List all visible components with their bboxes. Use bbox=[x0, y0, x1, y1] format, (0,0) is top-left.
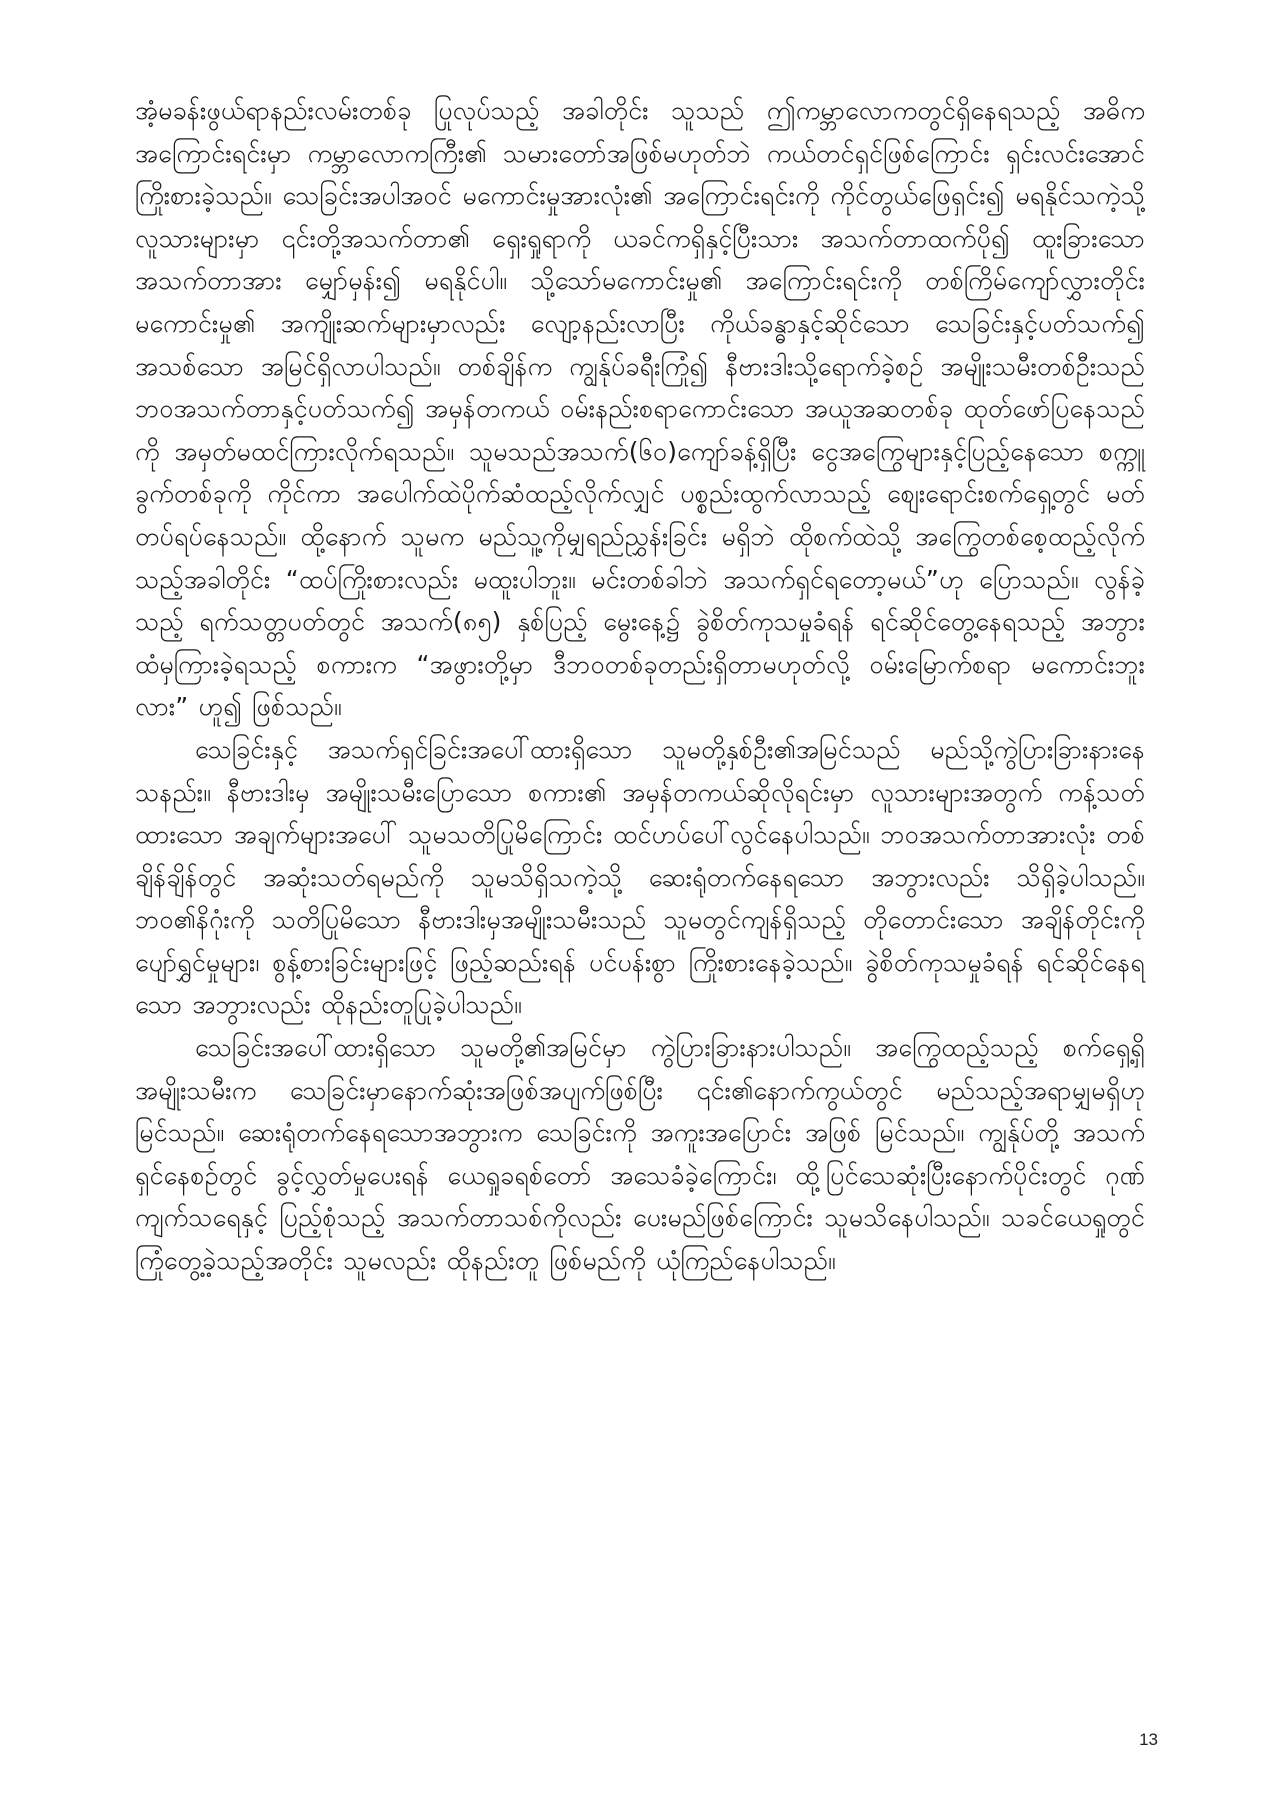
paragraph-2: သေခြင်းနှင့် အသက်ရှင်ခြင်းအပေါ်ထားရှိသော သူမတို့နှစ်ဦး၏အမြင်သည် မည်သို့ကွဲပြားခြားနားနေသနည်း။ နီဗားဒါးမှ အမျိုးသမီးပြောသော စကား၏ အမှန်တကယ်ဆိုလိုရင်းမှာ လူသားများအတွက် ကန့်သတ်ထားသော အချက်များအပေါ် သူမသတိပြုမိကြောင်း ထင်ဟပ်ပေါ်လွင်နေပါသည်။ ဘဝအသက်တာအားလုံး တစ်ချိန်ချိန်တွင် အဆုံးသတ်ရမည်ကို သူမသိရှိသကဲ့သို့ ဆေးရုံတက်နေရသော အဘွားလည်း သိရှိခဲ့ပါသည်။ ဘဝ၏နိဂုံးကို သတိပြုမိသော နီဗားဒါးမှအမျိုးသမီးသည် သူမတွင်ကျန်ရှိသည့် တိုတောင်းသော အချိန်တိုင်းကို ပျော်ရွှင်မှုများ၊ စွန့်စားခြင်းများဖြင့် ဖြည့်ဆည်းရန် ပင်ပန်းစွာ ကြိုးစားနေခဲ့သည်။ ခွဲစိတ်ကုသမှုခံရန် ရင်ဆိုင်နေရသော အဘွားလည်း ထိုနည်းတူပြုခဲ့ပါသည်။ bbox=[135, 734, 1145, 1020]
paragraph-1: အံ့မခန်းဖွယ်ရာနည်းလမ်းတစ်ခု ပြုလုပ်သည့် အခါတိုင်း သူသည် ဤကမ္ဘာလောကတွင်ရှိနေရသည့် အဓိကအကြောင်းရင်းမှာ ကမ္ဘာလောကကြီး၏ သမားတော်အဖြစ်မဟုတ်ဘဲ ကယ်တင်ရှင်ဖြစ်ကြောင်း ရှင်းလင်းအောင် ကြိုးစားခဲ့သည်။ သေခြင်းအပါအဝင် မကောင်းမှုအားလုံး၏ အကြောင်းရင်းကို ကိုင်တွယ်ဖြေရှင်း၍ မရနိုင်သကဲ့သို့ လူသားများမှာ ၎င်းတို့အသက်တာ၏ ရှေးရှုရာကို ယခင်ကရှိနှင့်ပြီးသား အသက်တာထက်ပို၍ ထူးခြားသောအသက်တာအား မျှော်မှန်း၍ မရနိုင်ပါ။ သို့သော်မကောင်းမှု၏ အကြောင်းရင်းကို တစ်ကြိမ်ကျော်လွှားတိုင်း မကောင်းမှု၏ အကျိုးဆက်များမှာလည်း လျော့နည်းလာပြီး ကိုယ်ခန္ဓာနှင့်ဆိုင်သော သေခြင်းနှင့်ပတ်သက်၍ အသစ်သော အမြင်ရှိလာပါသည်။ တစ်ချိန်က ကျွန်ုပ်ခရီးကြုံ၍ နီဗားဒါးသို့ရောက်ခဲ့စဉ် အမျိုးသမီးတစ်ဦးသည် ဘဝအသက်တာနှင့်ပတ်သက်၍ အမှန်တကယ် ဝမ်းနည်းစရာကောင်းသော အယူအဆတစ်ခု ထုတ်ဖော်ပြနေသည်ကို အမှတ်မထင်ကြားလိုက်ရသည်။ သူမသည်အသက်(၆၀)ကျော်ခန့်ရှိပြီး ငွေအကြွေများနှင့်ပြည့်နေသော စက္ကူခွက်တစ်ခုကို ကိုင်ကာ အပေါက်ထဲပိုက်ဆံထည့်လိုက်လျှင် ပစ္စည်းထွက်လာသည့် စျေးရောင်းစက်ရှေ့တွင် မတ်တပ်ရပ်နေသည်။ ထို့နောက် သူမက မည်သူ့ကိုမျှရည်ညွှန်းခြင်း မရှိဘဲ ထိုစက်ထဲသို့ အကြွေတစ်စေ့ထည့်လိုက်သည့်အခါတိုင်း “ထပ်ကြိုးစားလည်း မထူးပါဘူး။ မင်းတစ်ခါဘဲ အသက်ရှင်ရတော့မယ်”ဟု ပြောသည်။ လွန်ခဲ့သည့် ရက်သတ္တပတ်တွင် အသက်(၈၅) နှစ်ပြည့် မွေးနေ့၌ ခွဲစိတ်ကုသမှုခံရန် ရင်ဆိုင်တွေ့နေရသည့် အဘွားထံမှကြားခဲ့ရသည့် စကားက “အဖွားတို့မှာ ဒီဘဝတစ်ခုတည်းရှိတာမဟုတ်လို့ ဝမ်းမြောက်စရာ မကောင်းဘူးလား” ဟူ၍ ဖြစ်သည်။ bbox=[135, 96, 1145, 722]
paragraph-3: သေခြင်းအပေါ်ထားရှိသော သူမတို့၏အမြင်မှာ ကွဲပြားခြားနားပါသည်။ အကြွေထည့်သည့် စက်ရှေ့ရှိ အမျိုးသမီးက သေခြင်းမှာနောက်ဆုံးအဖြစ်အပျက်ဖြစ်ပြီး ၎င်း၏နောက်ကွယ်တွင် မည်သည့်အရာမျှမရှိဟု မြင်သည်။ ဆေးရုံတက်နေရသောအဘွားက သေခြင်းကို အကူးအပြောင်း အဖြစ် မြင်သည်။ ကျွန်ုပ်တို့ အသက်ရှင်နေစဉ်တွင် ခွင့်လွှတ်မှုပေးရန် ယေရှုခရစ်တော် အသေခံခဲ့ကြောင်း၊ ထို့ပြင်သေဆုံးပြီးနောက်ပိုင်းတွင် ဂုဏ်ကျက်သရေနှင့် ပြည့်စုံသည့် အသက်တာသစ်ကိုလည်း ပေးမည်ဖြစ်ကြောင်း သူမသိနေပါသည်။ သခင်ယေရှုတွင် ကြုံတွေ့ခဲ့သည့်အတိုင်း သူမလည်း ထိုနည်းတူ ဖြစ်မည်ကို ယုံကြည်နေပါသည်။ bbox=[135, 1033, 1145, 1276]
page-number: 13 bbox=[1139, 1730, 1158, 1749]
body-text bbox=[135, 90, 1145, 1283]
